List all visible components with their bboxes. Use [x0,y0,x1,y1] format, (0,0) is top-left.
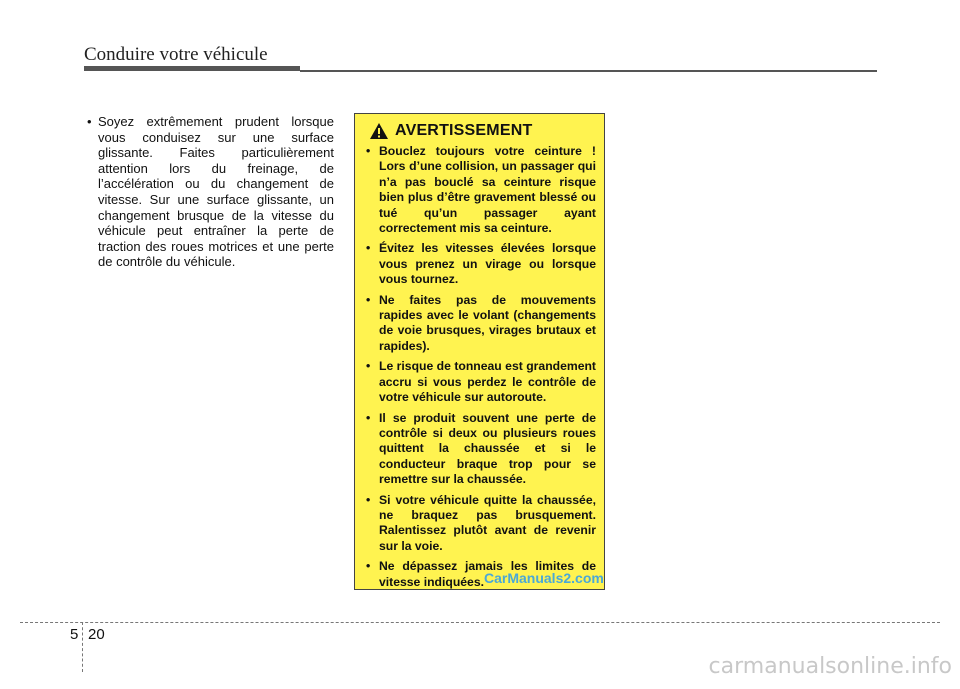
site-watermark: carmanualsonline.info [708,654,952,679]
page-header-title: Conduire votre véhicule [84,44,268,65]
warning-triangle-icon [369,122,389,140]
warning-header [365,122,596,140]
warning-item: • Si votre véhicule quitte la chaussée, ne braquez pas brusquement. Ralentissez plutôt avant de revenir sur la voie. [365,493,596,555]
warning-item: • Il se produit souvent une perte de contrôle si deux ou plusieurs roues quittent la chaussée et si le conducteur braque trop pour se remettre sur la chaussée. [365,411,596,488]
overlay-watermark: CarManuals2.com [484,570,604,586]
page-number: 20 [88,626,105,643]
warning-item: • Évitez les vitesses élevées lorsque vous prenez un virage ou lorsque vous tournez. [365,241,596,287]
header-rule-thick [84,66,300,71]
header-rule-thin [300,70,877,72]
warning-item: • Bouclez toujours votre ceinture ! Lors d’une collision, un passager qui n’a pas bouclé sa ceinture risque bien plus d’être gravement blessé ou tué qu’un passager ayant correctement mis sa ceinture. [365,144,596,236]
chapter-number: 5 [70,626,79,643]
left-column [84,114,334,270]
warning-list [365,144,596,590]
caution-bullet: • Soyez extrêmement prudent lorsque vous conduisez sur une surface glissante. Faites particulièrement attention lors du freinage, de l’accélération ou du changement de vitesse. Sur une surface glissante, un changement brusque de la vitesse du véhicule peut entraîner la perte de traction des roues motrices et une perte de contrôle du véhicule. [84,114,334,270]
warning-box [354,113,605,590]
footer-dashed-rule [20,622,940,623]
warning-item: • Ne dépassez jamais les limites de vitesse indiquées. [365,559,596,590]
warning-item: • Le risque de tonneau est grandement accru si vous perdez le contrôle de votre véhicule sur autoroute. [365,359,596,405]
footer-vertical-dash [82,622,83,672]
warning-item: • Ne faites pas de mouvements rapides avec le volant (changements de voie brusques, virages brutaux et rapides). [365,293,596,355]
warning-title: AVERTISSEMENT [395,122,533,139]
